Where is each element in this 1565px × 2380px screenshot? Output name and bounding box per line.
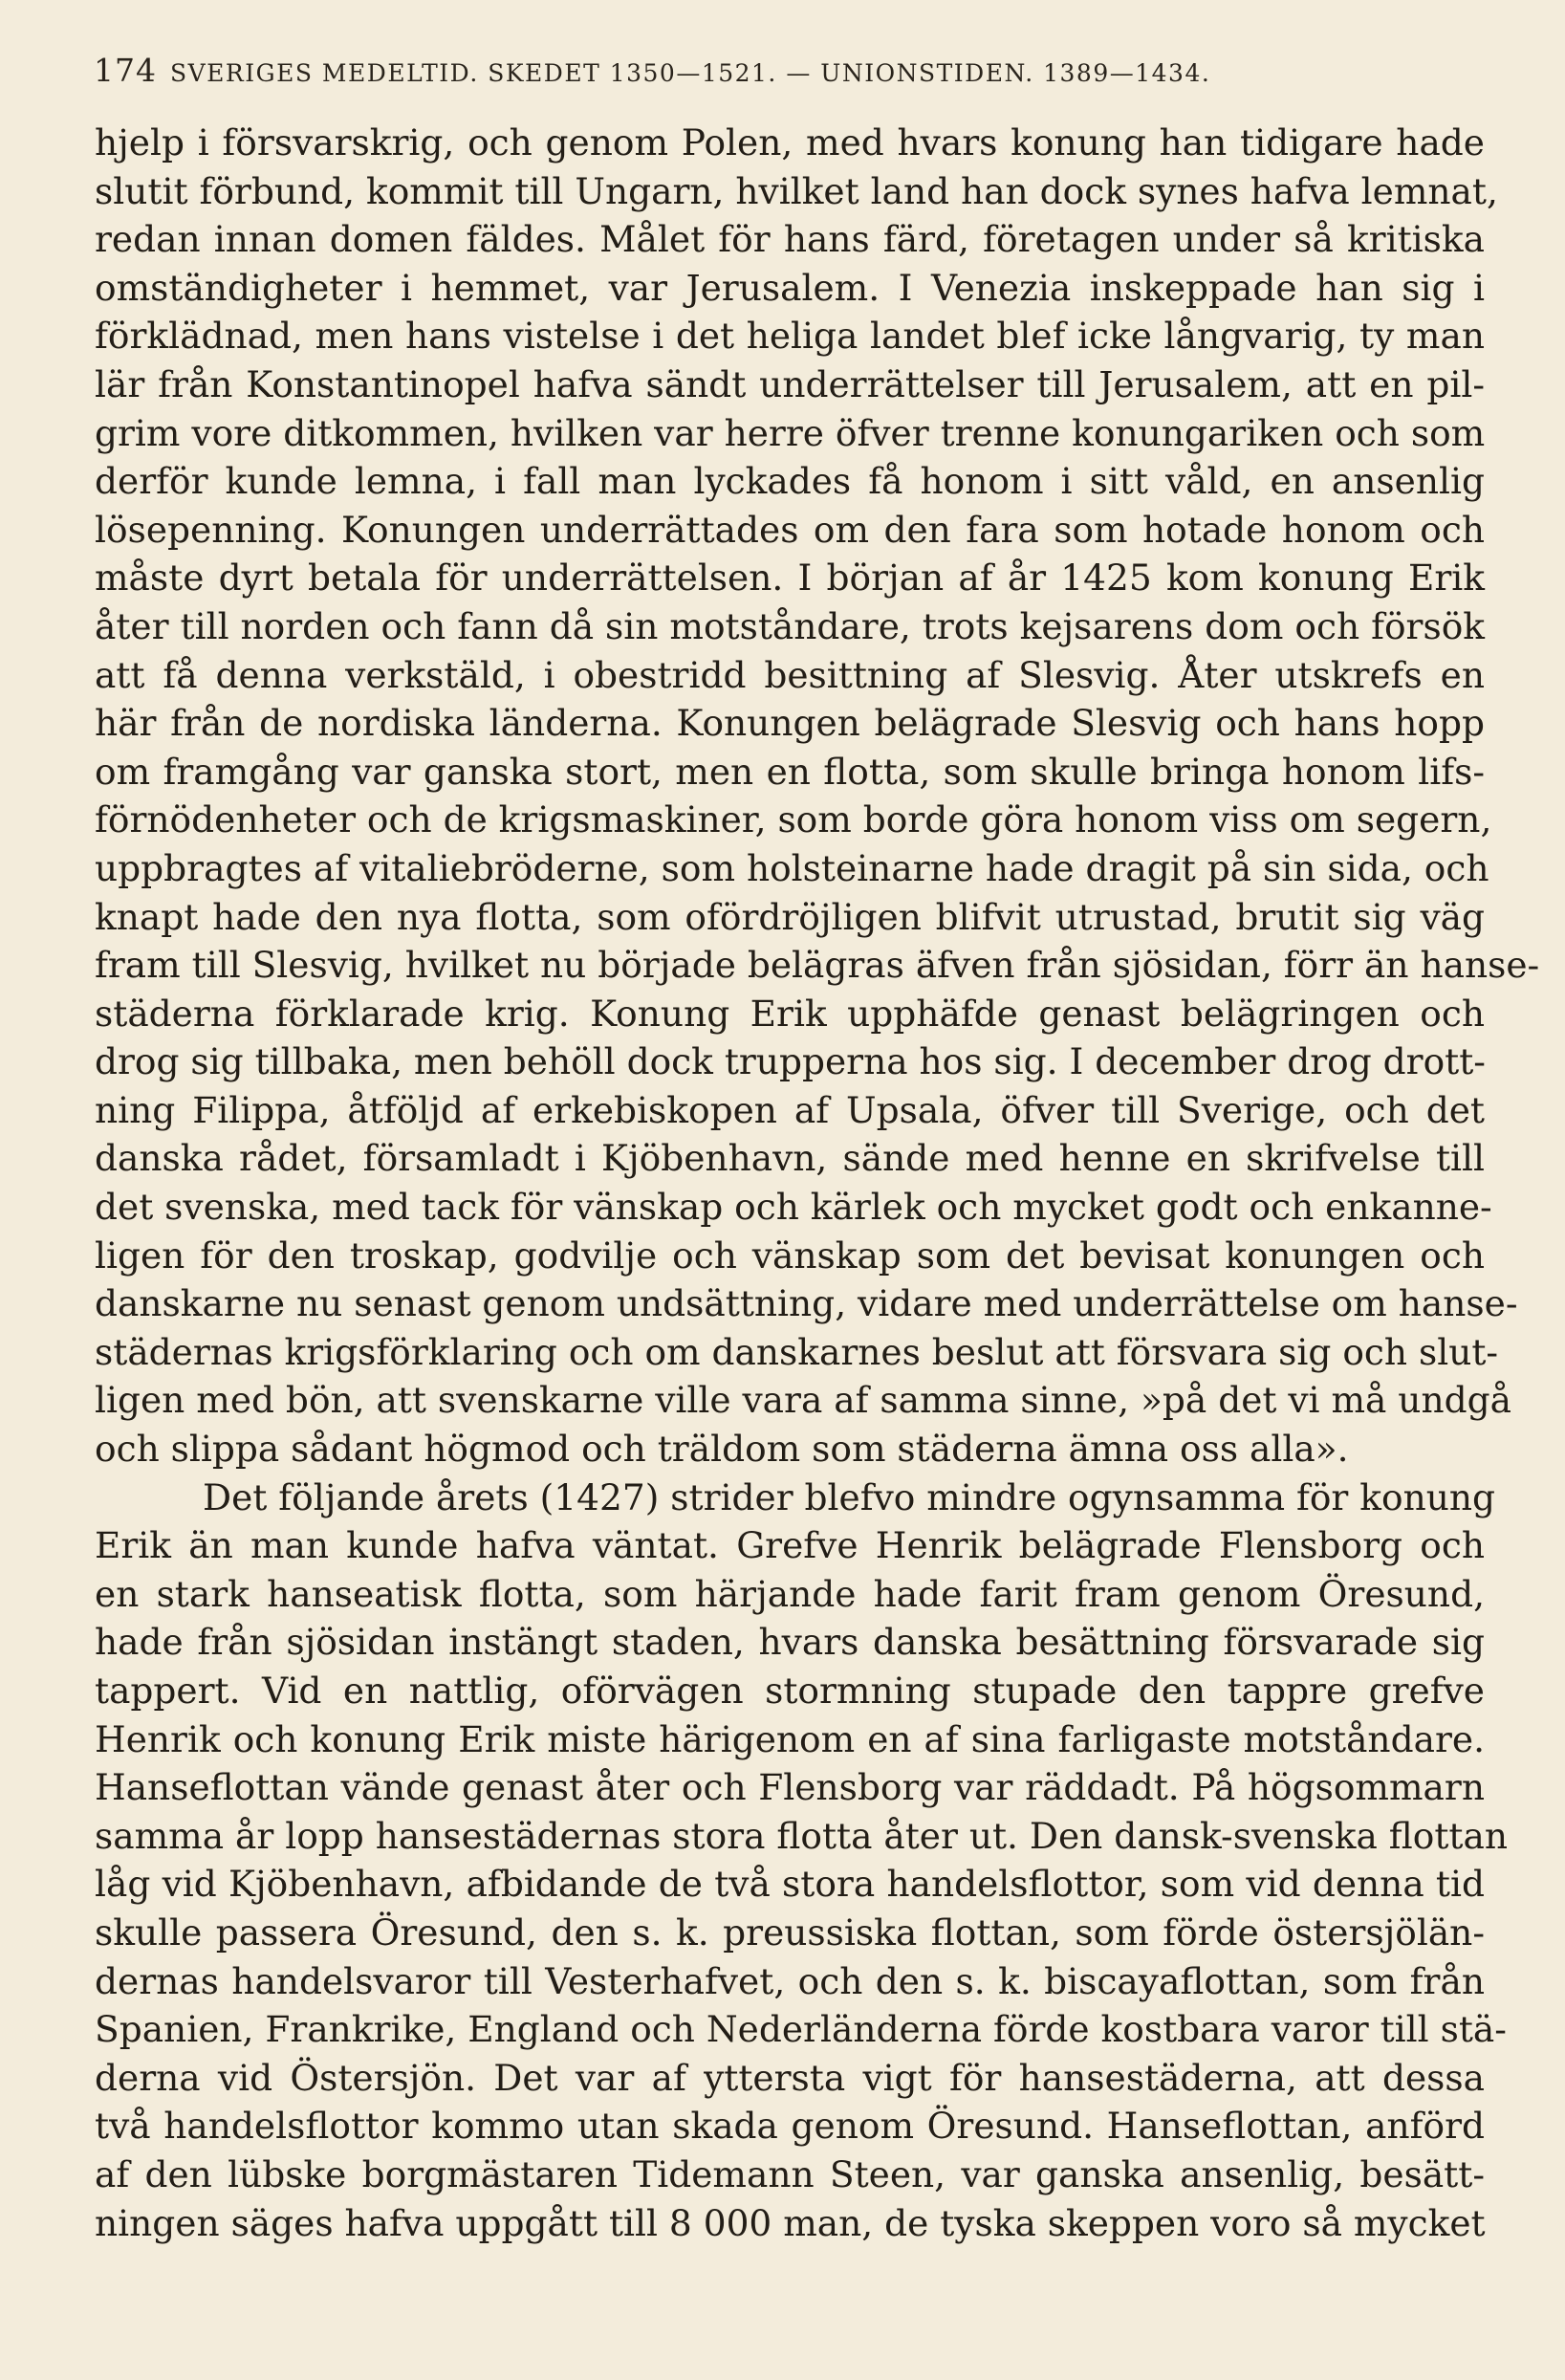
text-line: dernas handelsvaror till Vesterhafvet, och den s. k. biscayaflottan, som från — [95, 1959, 1485, 2002]
text-line: hjelp i försvarskrig, och genom Polen, med hvars konung han tidigare hade — [95, 121, 1485, 164]
text-line: här från de nordiska länderna. Konungen belägrade Slesvig och hans hopp — [95, 702, 1485, 745]
paragraph-end-line: och slippa sådant högmod och träldom som städerna ämna oss alla». — [95, 1428, 1349, 1471]
text-line: Hanseflottan vände genast åter och Flensborg var räddadt. På högsommarn — [95, 1766, 1485, 1809]
text-line: danskarne nu senast genom undsättning, vidare med underrättelse om hanse- — [95, 1282, 1518, 1325]
page-header — [94, 52, 1489, 90]
text-line: ningen säges hafva uppgått till 8 000 man, de tyska skeppen voro så mycket — [95, 2201, 1486, 2244]
text-line: om framgång var ganska stort, men en flotta, som skulle bringa honom lifs- — [95, 750, 1485, 793]
text-line: fram till Slesvig, hvilket nu började belägras äfven från sjösidan, förr än hanse- — [95, 944, 1540, 987]
text-line: förnödenheter och de krigsmaskiner, som borde göra honom viss om segern, — [95, 798, 1492, 841]
text-line: måste dyrt betala för underrättelsen. I början af år 1425 kom konung Erik — [95, 557, 1485, 600]
text-line: derna vid Östersjön. Det var af yttersta vigt för hansestäderna, att dessa — [95, 2056, 1485, 2099]
text-line: ning Filippa, åtföljd af erkebiskopen af Upsala, öfver till Sverige, och det — [95, 1088, 1485, 1131]
text-line: ligen med bön, att svenskarne ville vara af samma sinne, »på det vi må undgå — [95, 1379, 1511, 1422]
text-line: lär från Konstantinopel hafva sändt underrättelser till Jerusalem, att en pil- — [95, 362, 1485, 405]
running-head: SVERIGES MEDELTID. SKEDET 1350—1521. — UNIONSTIDEN. 1389—1434. — [170, 59, 1211, 87]
body-text — [95, 119, 1540, 2247]
text-line: det svenska, med tack för vänskap och kärlek och mycket godt och enkanne- — [95, 1186, 1492, 1229]
text-line: skulle passera Öresund, den s. k. preussiska flottan, som förde östersjölän- — [95, 1911, 1485, 1954]
text-line: två handelsflottor kommo utan skada genom Öresund. Hanseflottan, anförd — [95, 2105, 1485, 2148]
text-line: derför kunde lemna, i fall man lyckades få honom i sitt våld, en ansenlig — [95, 460, 1485, 503]
text-line: samma år lopp hansestädernas stora flotta åter ut. Den dansk-svenska flottan — [95, 1814, 1508, 1857]
text-line: hade från sjösidan instängt staden, hvars danska besättning försvarade sig — [95, 1621, 1485, 1664]
text-line: slutit förbund, kommit till Ungarn, hvilket land han dock synes hafva lemnat, — [95, 169, 1498, 212]
text-line: ligen för den troskap, godvilje och vänskap som det bevisat konungen och — [95, 1234, 1485, 1277]
text-line: redan innan domen fäldes. Målet för hans färd, företagen under så kritiska — [95, 218, 1485, 261]
text-line: städernas krigsförklaring och om danskarnes beslut att försvara sig och slut- — [95, 1330, 1499, 1373]
text-line: förklädnad, men hans vistelse i det heliga landet blef icke långvarig, ty man — [95, 315, 1485, 358]
text-line: städerna förklarade krig. Konung Erik upphäfde genast belägringen och — [95, 992, 1485, 1035]
text-line: omständigheter i hemmet, var Jerusalem. I Venezia inskeppade han sig i — [95, 266, 1485, 309]
text-line: drog sig tillbaka, men behöll dock trupperna hos sig. I december drog drott- — [95, 1040, 1486, 1083]
text-line: Spanien, Frankrike, England och Nederländerna förde kostbara varor till stä- — [95, 2008, 1507, 2051]
text-line: Erik än man kunde hafva väntat. Grefve Henrik belägrade Flensborg och — [95, 1524, 1485, 1567]
text-line: att få denna verkstäld, i obestridd besittning af Slesvig. Åter utskrefs en — [95, 653, 1485, 696]
text-line: af den lübske borgmästaren Tidemann Steen, var ganska ansenlig, besätt- — [95, 2152, 1485, 2195]
text-line: låg vid Kjöbenhavn, afbidande de två stora handelsflottor, som vid denna tid — [95, 1863, 1485, 1906]
text-line: Henrik och konung Erik miste härigenom en af sina farligaste motståndare. — [95, 1717, 1485, 1760]
text-line: tappert. Vid en nattlig, oförvägen stormning stupade den tappre grefve — [95, 1670, 1485, 1712]
text-line: danska rådet, församladt i Kjöbenhavn, sände med henne en skrifvelse till — [95, 1137, 1485, 1180]
paragraph-start-line: Det följande årets (1427) strider blefvo mindre ogynsamma för konung — [203, 1475, 1496, 1518]
text-line: grim vore ditkommen, hvilken var herre öfver trenne konungariken och som — [95, 411, 1486, 454]
text-line: en stark hanseatisk flotta, som härjande hade farit fram genom Öresund, — [95, 1572, 1485, 1615]
text-line: lösepenning. Konungen underrättades om den fara som hotade honom och — [95, 508, 1485, 551]
text-line: knapt hade den nya flotta, som ofördröjligen blifvit utrustad, brutit sig väg — [95, 895, 1485, 938]
text-line: åter till norden och fann då sin motståndare, trots kejsarens dom och försök — [95, 604, 1485, 647]
text-line: uppbragtes af vitaliebröderne, som holsteinarne hade dragit på sin sida, och — [95, 846, 1489, 889]
page-number: 174 — [94, 52, 157, 89]
